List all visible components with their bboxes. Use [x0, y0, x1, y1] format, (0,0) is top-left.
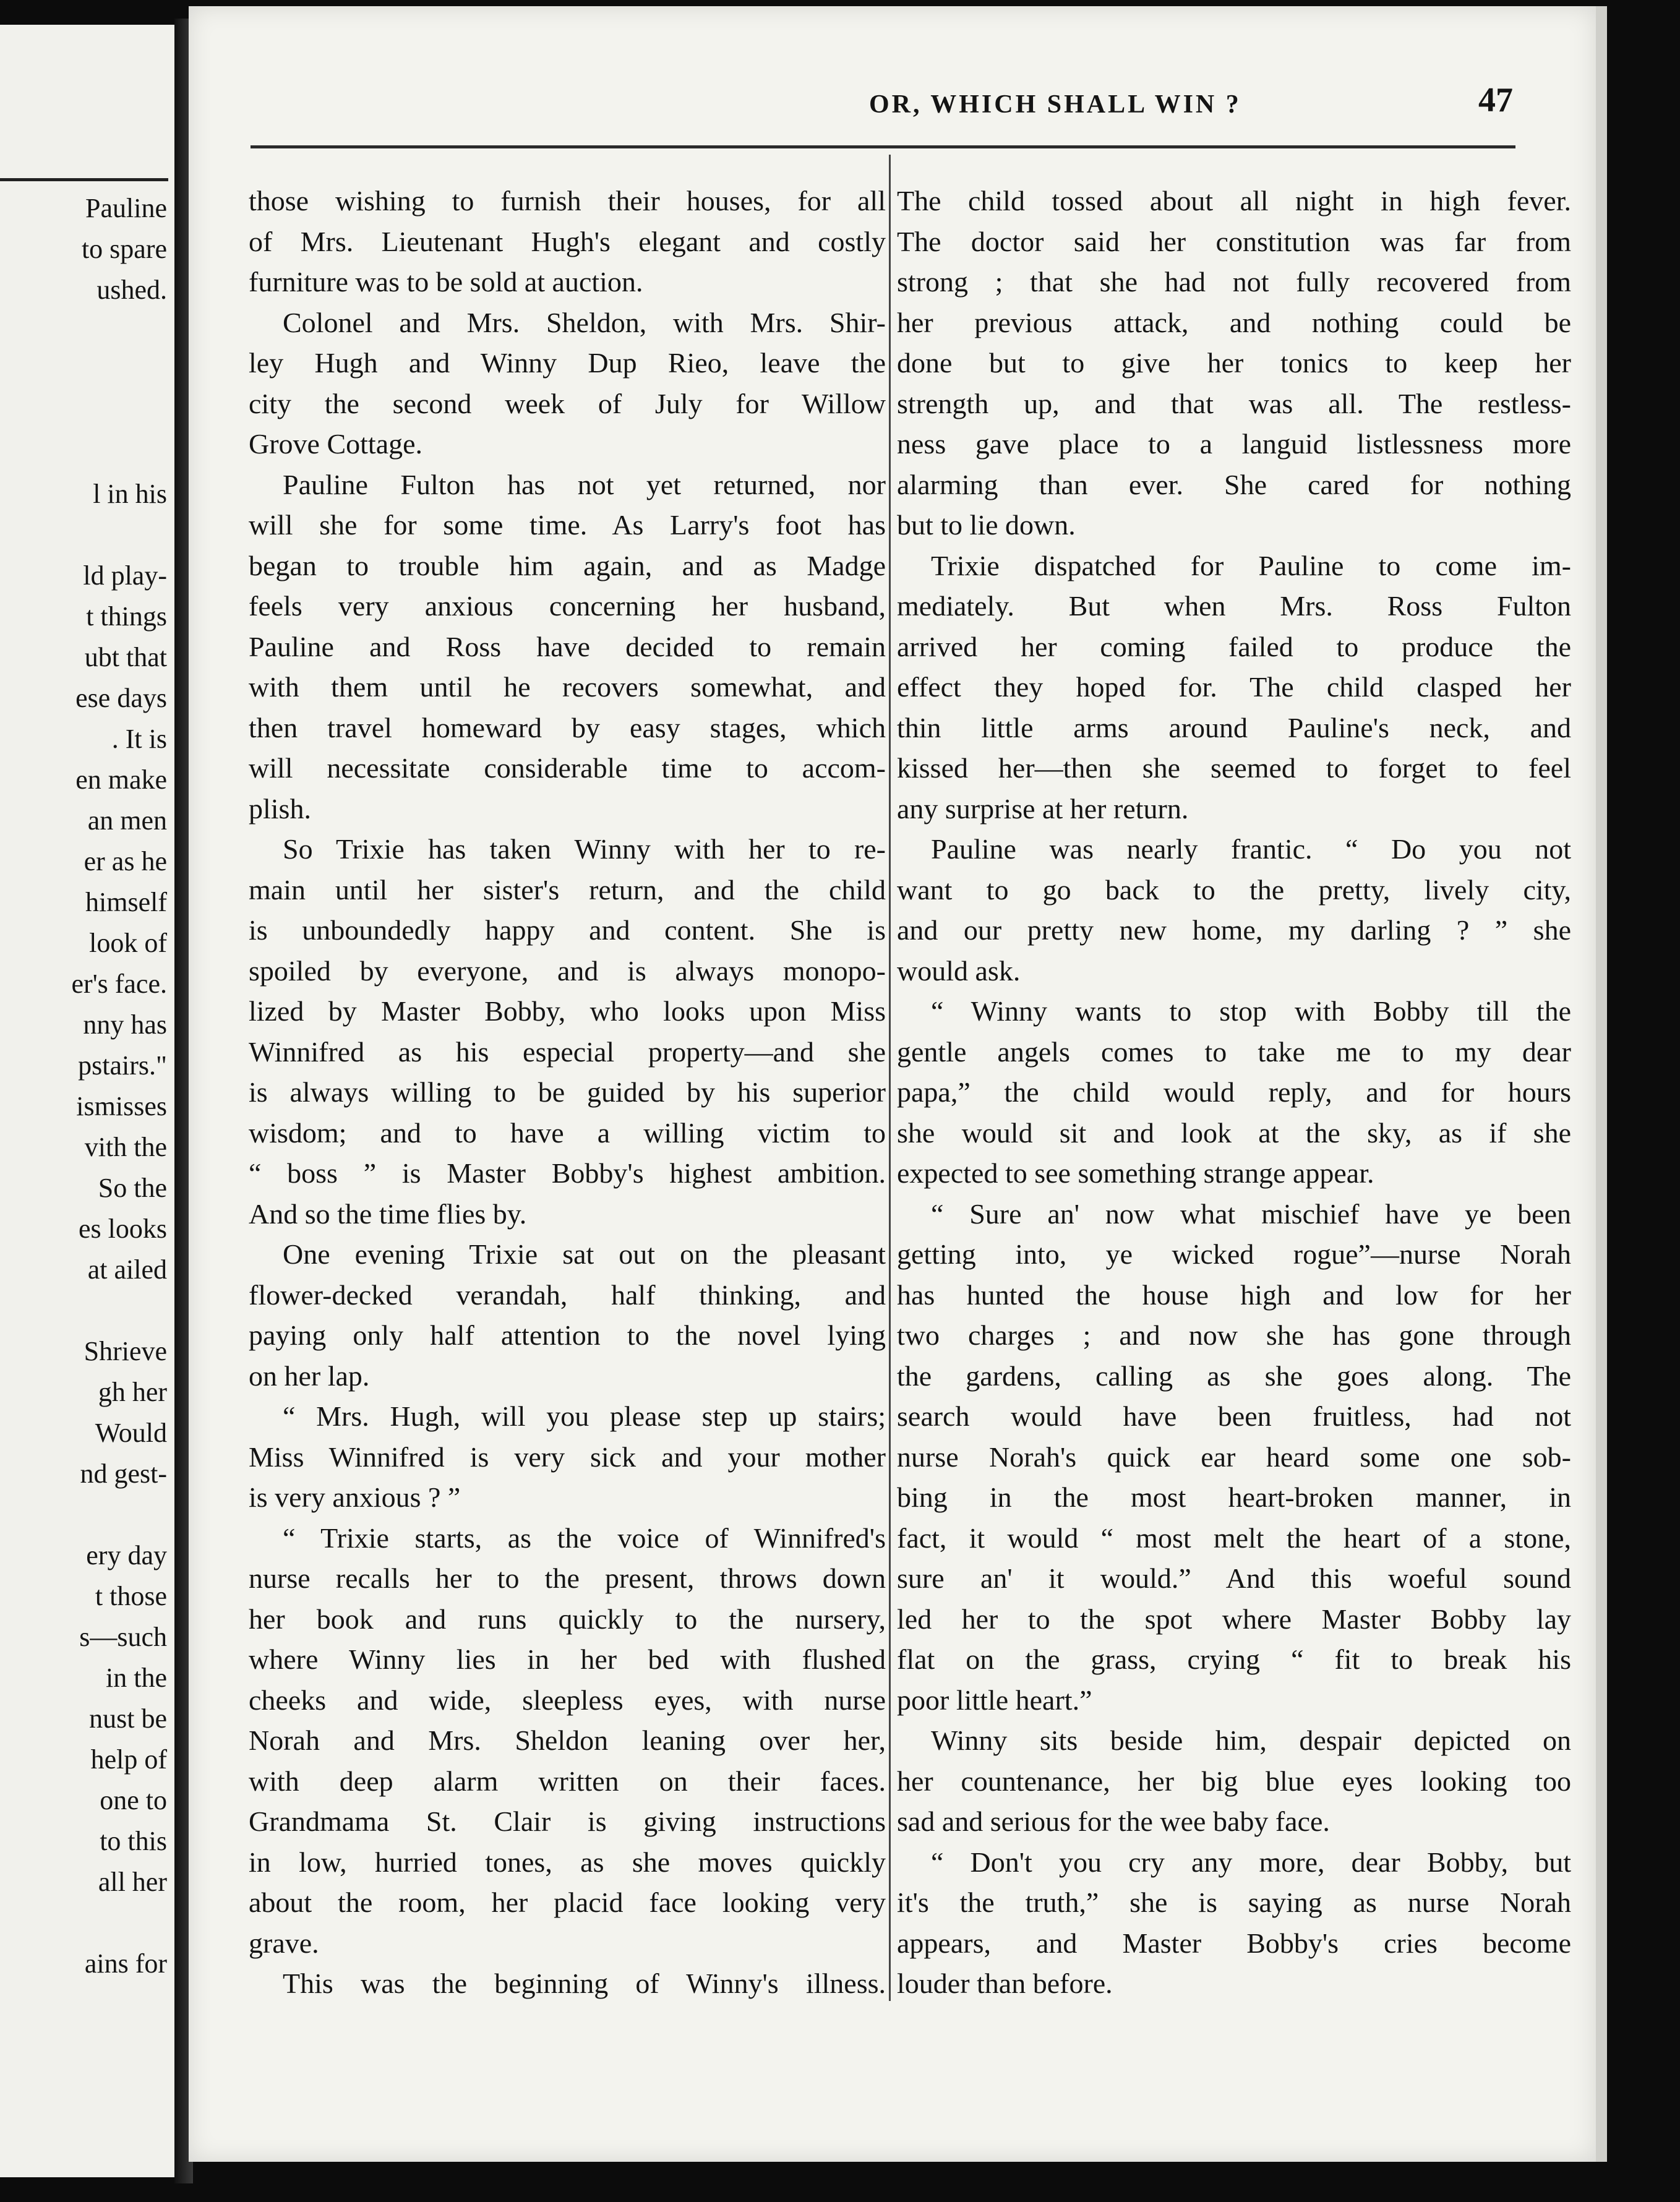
text-line: search would have been fruitless, had not — [897, 1400, 1571, 1432]
text-line: Grove Cottage. — [249, 428, 423, 460]
facing-page-fragment: to spare — [81, 234, 167, 264]
text-line: The child tossed about all night in high fever. — [897, 185, 1571, 216]
text-line: her book and runs quickly to the nursery, — [249, 1603, 886, 1635]
page-edge — [1596, 6, 1607, 2162]
facing-page-edge — [0, 25, 177, 2177]
facing-page-fragment: vith the — [84, 1132, 167, 1162]
facing-page-fragment: at ailed — [87, 1254, 167, 1285]
text-line: is unboundedly happy and content. She is — [249, 914, 886, 946]
text-line: ley Hugh and Winny Dup Rieo, leave the — [249, 347, 886, 379]
header-rule — [251, 145, 1515, 148]
text-line: Norah and Mrs. Sheldon leaning over her, — [249, 1724, 886, 1756]
text-line: “ Mrs. Hugh, will you please step up stairs; — [283, 1400, 886, 1432]
text-line: grave. — [249, 1927, 319, 1959]
facing-page-fragment: help of — [90, 1744, 167, 1775]
facing-page-fragment: en make — [75, 765, 167, 795]
text-line: done but to give her tonics to keep her — [897, 347, 1571, 379]
text-line: So Trixie has taken Winny with her to re- — [283, 833, 886, 865]
facing-page-fragment: nd gest- — [80, 1459, 167, 1489]
text-line: those wishing to furnish their houses, for all — [249, 185, 886, 216]
text-line: has hunted the house high and low for her — [897, 1279, 1571, 1311]
text-line: lized by Master Bobby, who looks upon Miss — [249, 995, 886, 1027]
facing-page-fragment: es looks — [79, 1214, 167, 1244]
text-line: appears, and Master Bobby's cries become — [897, 1927, 1571, 1959]
text-line: “ Don't you cry any more, dear Bobby, but — [931, 1846, 1571, 1878]
text-line: alarming than ever. She cared for nothing — [897, 468, 1571, 500]
text-line: Miss Winnifred is very sick and your mother — [249, 1441, 886, 1473]
text-line: on her lap. — [249, 1360, 370, 1392]
facing-page-fragment: s—such — [79, 1622, 167, 1652]
text-column-right — [897, 181, 1571, 2004]
text-line: getting into, ye wicked rogue”—nurse Norah — [897, 1238, 1571, 1270]
text-line: with deep alarm written on their faces. — [249, 1765, 886, 1797]
text-line: ness gave place to a languid listlessness more — [897, 428, 1571, 460]
text-line: she would sit and look at the sky, as if she — [897, 1116, 1571, 1149]
text-line: will necessitate considerable time to accom- — [249, 752, 886, 784]
facing-page-fragment: look of — [89, 928, 167, 958]
text-line: her countenance, her big blue eyes looking too — [897, 1765, 1571, 1797]
text-line: where Winny lies in her bed with flushed — [249, 1643, 886, 1675]
facing-page-fragment: nny has — [83, 1009, 167, 1040]
text-line: sure an' it would.” And this woeful sound — [897, 1562, 1571, 1594]
text-line: Grandmama St. Clair is giving instructions — [249, 1806, 886, 1837]
text-line: of Mrs. Lieutenant Hugh's elegant and costly — [249, 225, 886, 257]
text-line: Trixie dispatched for Pauline to come im- — [931, 549, 1571, 581]
text-line: mediately. But when Mrs. Ross Fulton — [897, 590, 1571, 622]
facing-page-fragment: pstairs." — [78, 1050, 167, 1081]
facing-page-fragment: gh her — [98, 1377, 167, 1407]
text-line: Winnifred as his especial property—and she — [249, 1035, 886, 1068]
facing-page-fragment: l in his — [93, 479, 167, 509]
facing-page-fragment: ery day — [86, 1540, 167, 1570]
text-line: and our pretty new home, my darling ? ” she — [897, 914, 1571, 946]
text-column-left — [249, 181, 886, 2004]
text-line: is always willing to be guided by his superior — [249, 1076, 886, 1108]
column-divider — [889, 155, 891, 2001]
text-line: strong ; that she had not fully recovered from — [897, 266, 1571, 298]
text-line: sad and serious for the wee baby face. — [897, 1806, 1330, 1837]
text-line: “ Winny wants to stop with Bobby till the — [931, 995, 1571, 1027]
facing-page-fragment: ismisses — [76, 1091, 167, 1121]
text-line: thin little arms around Pauline's neck, and — [897, 711, 1571, 743]
facing-page-fragment: ld play- — [83, 560, 167, 591]
text-line: any surprise at her return. — [897, 792, 1189, 825]
facing-page-fragment: er as he — [84, 846, 167, 876]
text-line: about the room, her placid face looking very — [249, 1887, 886, 1918]
facing-page-fragment: Would — [95, 1418, 167, 1448]
facing-page-fragment: ushed. — [96, 275, 167, 305]
text-line: began to trouble him again, and as Madge — [249, 549, 886, 581]
text-line: The doctor said her constitution was far from — [897, 225, 1571, 257]
text-line: kissed her—then she seemed to forget to feel — [897, 752, 1571, 784]
text-line: fact, it would “ most melt the heart of a stone, — [897, 1522, 1571, 1554]
text-line: Colonel and Mrs. Sheldon, with Mrs. Shir- — [283, 306, 886, 338]
text-line: the gardens, calling as she goes along. The — [897, 1360, 1571, 1392]
text-line: One evening Trixie sat out on the pleasant — [283, 1238, 886, 1270]
facing-page-fragment: in the — [106, 1663, 167, 1693]
text-line: wisdom; and to have a willing victim to — [249, 1116, 886, 1149]
facing-page-fragment: one to — [100, 1785, 167, 1815]
text-line: with them until he recovers somewhat, and — [249, 671, 886, 703]
text-line: it's the truth,” she is saying as nurse Norah — [897, 1887, 1571, 1918]
text-line: cheeks and wide, sleepless eyes, with nurse — [249, 1684, 886, 1716]
text-line: louder than before. — [897, 1968, 1113, 1999]
text-line: paying only half attention to the novel lying — [249, 1319, 886, 1351]
running-header: OR, WHICH SHALL WIN ? — [869, 90, 1241, 119]
facing-page-fragment: Shrieve — [84, 1336, 167, 1366]
facing-page-fragment: t those — [95, 1581, 167, 1611]
page-number: 47 — [1478, 81, 1513, 119]
facing-page-fragment: an men — [87, 805, 167, 836]
facing-page-fragment: t things — [86, 601, 167, 632]
text-line: in low, hurried tones, as she moves quickly — [249, 1846, 886, 1878]
text-line: flat on the grass, crying “ fit to break his — [897, 1643, 1571, 1675]
text-line: flower-decked verandah, half thinking, and — [249, 1279, 886, 1311]
text-line: spoiled by everyone, and is always monopo- — [249, 954, 886, 987]
facing-page-fragment: ains for — [84, 1948, 167, 1979]
text-line: “ Sure an' now what mischief have ye been — [931, 1197, 1571, 1230]
text-line: arrived her coming failed to produce the — [897, 630, 1571, 662]
text-line: plish. — [249, 792, 311, 825]
facing-page-fragment: himself — [85, 887, 167, 917]
text-line: strength up, and that was all. The restless- — [897, 387, 1571, 419]
facing-page-fragment: all her — [98, 1867, 167, 1897]
text-line: main until her sister's return, and the child — [249, 873, 886, 906]
facing-page-fragment: ese days — [75, 683, 167, 713]
facing-page-fragment: ubt that — [84, 642, 167, 672]
text-line: will she for some time. As Larry's foot has — [249, 509, 886, 541]
text-line: “ boss ” is Master Bobby's highest ambition. — [249, 1157, 886, 1189]
text-line: effect they hoped for. The child clasped her — [897, 671, 1571, 703]
text-line: gentle angels comes to take me to my dear — [897, 1035, 1571, 1068]
text-line: two charges ; and now she has gone through — [897, 1319, 1571, 1351]
facing-page-fragment: to this — [100, 1826, 167, 1856]
text-line: but to lie down. — [897, 509, 1076, 541]
text-line: is very anxious ? ” — [249, 1481, 461, 1513]
text-line: city the second week of July for Willow — [249, 387, 886, 419]
facing-page-fragment: nust be — [89, 1703, 167, 1734]
facing-page-fragment: er's face. — [71, 969, 167, 999]
text-line: furniture was to be sold at auction. — [249, 266, 643, 298]
text-line: This was the beginning of Winny's illness. — [283, 1968, 886, 1999]
text-line: would ask. — [897, 954, 1021, 987]
facing-page-fragment: . It is — [111, 724, 167, 754]
text-line: Pauline and Ross have decided to remain — [249, 630, 886, 662]
text-line: Pauline was nearly frantic. “ Do you not — [931, 833, 1571, 865]
text-line: nurse recalls her to the present, throws down — [249, 1562, 886, 1594]
text-line: And so the time flies by. — [249, 1197, 527, 1230]
text-line: Pauline Fulton has not yet returned, nor — [283, 468, 886, 500]
text-line: poor little heart.” — [897, 1684, 1092, 1716]
text-line: “ Trixie starts, as the voice of Winnifred's — [283, 1522, 886, 1554]
text-line: Winny sits beside him, despair depicted on — [931, 1724, 1571, 1756]
text-line: expected to see something strange appear. — [897, 1157, 1374, 1189]
book-page — [189, 6, 1596, 2162]
facing-page-header-rule — [0, 178, 168, 181]
text-line: bing in the most heart-broken manner, in — [897, 1481, 1571, 1513]
text-line: want to go back to the pretty, lively city, — [897, 873, 1571, 906]
text-line: nurse Norah's quick ear heard some one sob- — [897, 1441, 1571, 1473]
text-line: led her to the spot where Master Bobby lay — [897, 1603, 1571, 1635]
facing-page-fragment: So the — [98, 1173, 167, 1203]
text-line: then travel homeward by easy stages, which — [249, 711, 886, 743]
facing-page-fragment: Pauline — [85, 193, 167, 223]
text-line: her previous attack, and nothing could be — [897, 306, 1571, 338]
text-line: feels very anxious concerning her husband, — [249, 590, 886, 622]
text-line: papa,” the child would reply, and for hours — [897, 1076, 1571, 1108]
